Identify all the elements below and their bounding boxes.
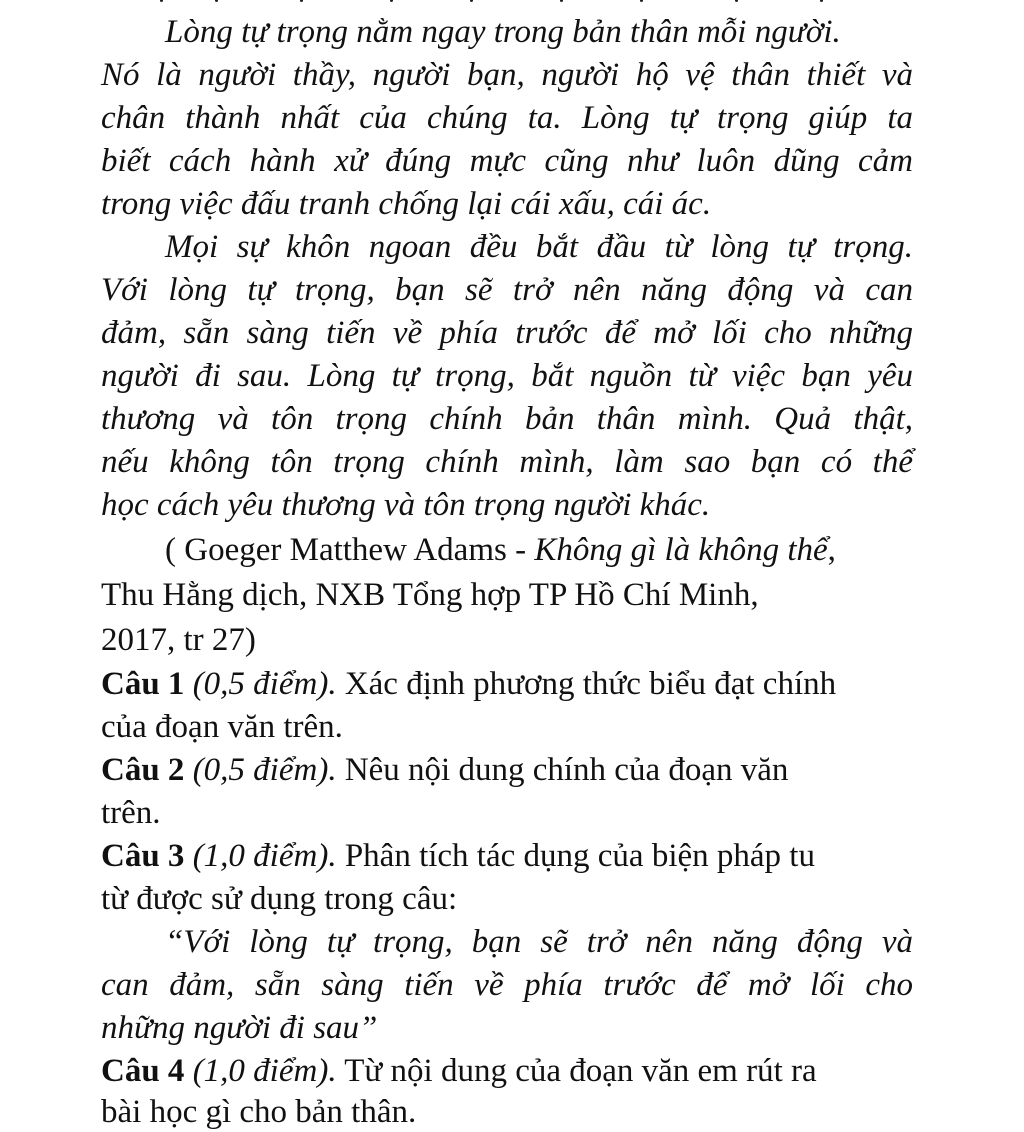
passage-p2-line-2: Với lòng tự trọng, bạn sẽ trở nên năng động và can <box>101 272 913 308</box>
question-4 <box>101 1051 913 1091</box>
source-book-title: Không gì là không thể <box>534 532 828 568</box>
passage-p1-line-4: biết cách hành xử đúng mực cũng như luôn dũng cảm <box>101 143 913 179</box>
question-3 <box>101 836 913 876</box>
question-1-line-2: của đoạn văn trên. <box>101 709 343 745</box>
source-citation-line-1 <box>101 530 913 570</box>
passage-p2-line-6: nếu không tôn trọng chính mình, làm sao bạn có thể <box>101 444 913 480</box>
question-1-label: Câu 1 <box>101 666 185 702</box>
passage-p2-line-1: Mọi sự khôn ngoan đều bắt đầu từ lòng tự trọng. <box>165 229 913 265</box>
question-3-quote-line-3: những người đi sau” <box>101 1010 378 1046</box>
question-4-text: Từ nội dung của đoạn văn em rút ra <box>336 1053 817 1089</box>
question-3-quote-line-2: can đảm, sẵn sàng tiến về phía trước để mở lối cho <box>101 967 913 1003</box>
passage-p1-line-1: Lòng tự trọng nằm ngay trong bản thân mỗi người. <box>165 14 841 50</box>
question-4-label: Câu 4 <box>101 1053 185 1089</box>
question-4-points: (1,0 điểm). <box>184 1053 337 1089</box>
passage-p1-line-3: chân thành nhất của chúng ta. Lòng tự trọng giúp ta <box>101 100 913 136</box>
passage-p2-line-4: người đi sau. Lòng tự trọng, bắt nguồn từ việc bạn yêu <box>101 358 913 394</box>
passage-p2-line-3: đảm, sẵn sàng tiến về phía trước để mở lối cho những <box>101 315 913 351</box>
question-4-line-2: bài học gì cho bản thân. <box>101 1094 417 1130</box>
source-citation-line-3: 2017, tr 27) <box>101 622 256 658</box>
question-1-text: Xác định phương thức biểu đạt chính <box>336 666 837 702</box>
question-3-label: Câu 3 <box>101 838 185 874</box>
source-comma: , <box>827 532 836 568</box>
passage-p1-line-5: trong việc đấu tranh chống lại cái xấu, cái ác. <box>101 186 712 222</box>
question-3-quote-line-1: “Với lòng tự trọng, bạn sẽ trở nên năng động và <box>165 924 913 960</box>
question-3-line-2: từ được sử dụng trong câu: <box>101 881 458 917</box>
cropped-previous-line <box>0 0 1024 6</box>
question-2-text: Nêu nội dung chính của đoạn văn <box>336 752 789 788</box>
question-1 <box>101 664 913 704</box>
passage-p2-line-5: thương và tôn trọng chính bản thân mình. Quả thật, <box>101 401 913 437</box>
source-author: ( Goeger Matthew Adams - <box>165 532 535 568</box>
question-3-points: (1,0 điểm). <box>184 838 337 874</box>
question-1-points: (0,5 điểm). <box>184 666 337 702</box>
passage-p2-line-7: học cách yêu thương và tôn trọng người khác. <box>101 487 711 523</box>
question-2-label: Câu 2 <box>101 752 185 788</box>
source-citation-line-2: Thu Hằng dịch, NXB Tổng hợp TP Hồ Chí Minh, <box>101 577 759 613</box>
question-2 <box>101 750 913 790</box>
question-3-text: Phân tích tác dụng của biện pháp tu <box>336 838 815 874</box>
question-2-line-2: trên. <box>101 795 161 831</box>
passage-p1-line-2: Nó là người thầy, người bạn, người hộ vệ thân thiết và <box>101 57 913 93</box>
question-2-points: (0,5 điểm). <box>184 752 337 788</box>
